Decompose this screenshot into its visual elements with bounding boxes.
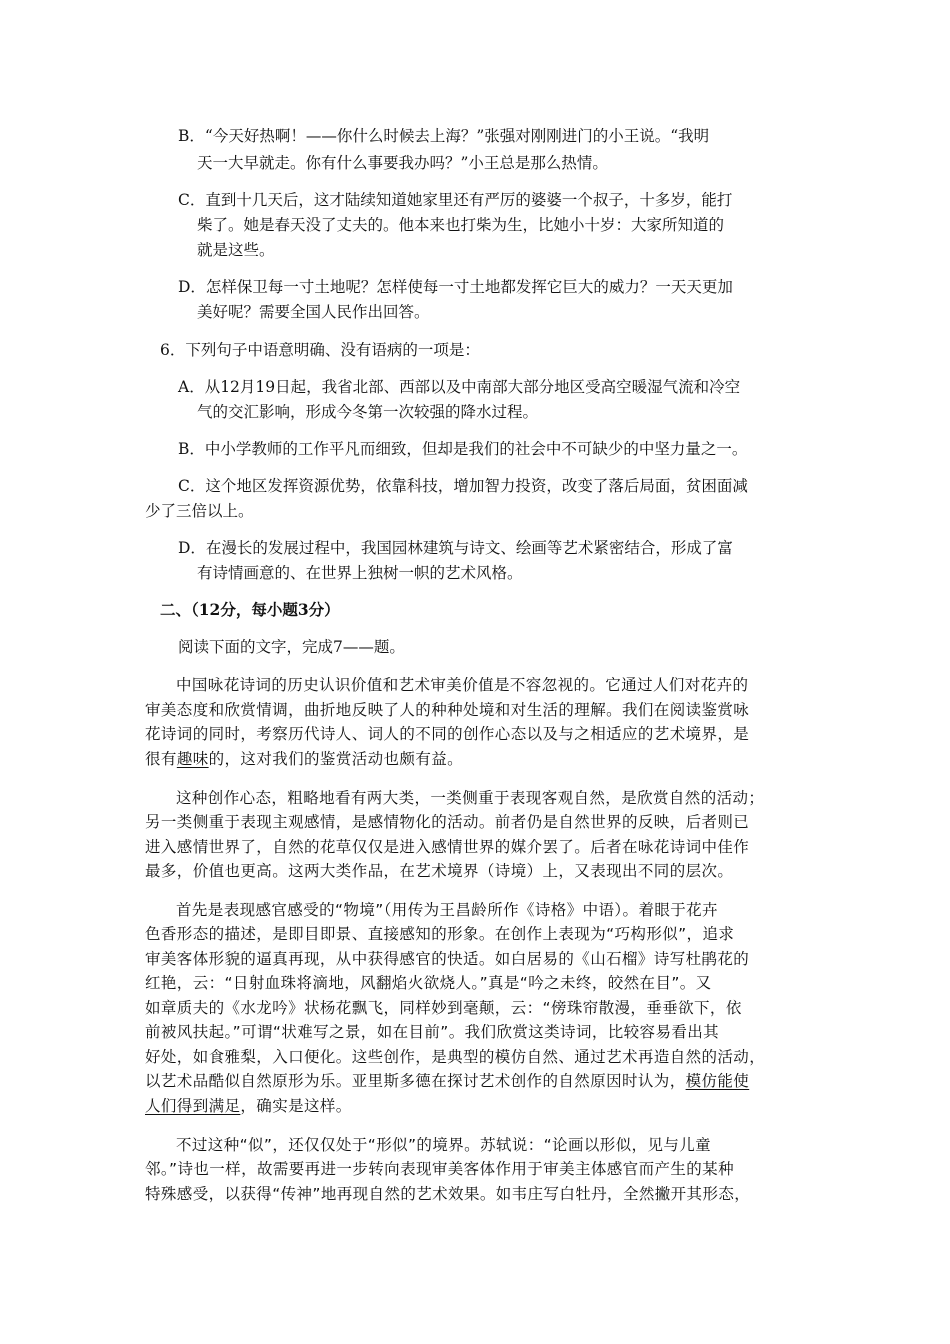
passage-p3-line-2: 色香形态的描述，是即目即景、直接感知的形象。在创作上表现为“巧构形似”，追求: [145, 925, 735, 943]
passage-p3-line-8-start: 以艺术品酷似自然原形为乐。亚里斯多德在探讨艺术创作的自然原因时认为，: [145, 1072, 686, 1090]
passage-p1-line-3: 花诗词的同时，考察历代诗人、词人的不同的创作心态以及与之相适应的艺术境界，是: [145, 725, 750, 743]
q5-option-c-line-1: C．直到十几天后，这才陆续知道她家里还有严厉的婆婆一个叔子，十多岁，能打: [178, 191, 733, 209]
passage-p2-line-2: 另一类侧重于表现主观感情，是感情物化的活动。前者仍是自然世界的反映，后者则已: [145, 813, 750, 831]
passage-p4-line-2: 邻。”诗也一样，故需要再进一步转向表现审美客体作用于审美主体感官而产生的某种: [145, 1160, 734, 1178]
q6-option-d-line-1: D．在漫长的发展过程中，我国园林建筑与诗文、绘画等艺术紧密结合，形成了富: [178, 539, 733, 557]
q6-option-a-line-2: 气的交汇影响，形成今冬第一次较强的降水过程。: [197, 403, 539, 421]
section-2-heading: 二、（12分，每小题3分）: [160, 600, 340, 619]
passage-p4-line-1: 不过这种“似”，还仅仅处于“形似”的境界。苏轼说：“论画以形似，见与儿童: [176, 1136, 712, 1154]
passage-p2-line-4: 最多，价值也更高。这两大类作品，在艺术境界（诗境）上，又表现出不同的层次。: [145, 862, 734, 880]
q6-option-d-line-2: 有诗情画意的、在世界上独树一帜的艺术风格。: [197, 564, 523, 582]
passage-p1-line-4-end: 的，这对我们的鉴赏活动也颇有益。: [208, 750, 464, 768]
passage-p1-line-2: 审美态度和欣赏情调，曲折地反映了人的种种处境和对生活的理解。我们在阅读鉴赏咏: [145, 701, 750, 719]
section-2-instruction: 阅读下面的文字，完成7——题。: [178, 638, 405, 656]
q5-option-b-line-1: B．“今天好热啊！——你什么时候去上海？”张强对刚刚进门的小王说。“我明: [178, 127, 710, 145]
passage-p3-line-1: 首先是表现感官感受的“物境”（用传为王昌龄所作《诗格》中语）。着眼于花卉: [176, 901, 718, 919]
q6-option-a-line-1: A．从12月19日起，我省北部、西部以及中南部大部分地区受高空暖湿气流和冷空: [178, 378, 741, 396]
underlined-term-quwei: 趣味: [176, 750, 209, 768]
passage-p1-line-4: [145, 747, 463, 771]
q6-option-c-line-1: C．这个地区发挥资源优势，依靠科技，增加智力投资，改变了落后局面，贫困面减: [178, 477, 748, 495]
passage-p3-line-3: 审美客体形貌的逼真再现，从中获得感官的快适。如白居易的《山石榴》诗写杜鹃花的: [145, 950, 750, 968]
q5-option-b-line-2: 天一大早就走。你有什么事要我办吗？”小王总是那么热情。: [197, 154, 608, 172]
passage-p3-line-6: 前被风扶起。”可谓“状难写之景，如在目前”。我们欣赏这类诗词，比较容易看出其: [145, 1023, 720, 1041]
underlined-phrase-line-8: 模仿能使: [685, 1072, 750, 1090]
underlined-phrase-line-9: 人们得到满足: [145, 1097, 241, 1115]
passage-p2-line-3: 进入感情世界了，自然的花草仅仅是进入感情世界的媒介罢了。后者在咏花诗词中佳作: [145, 838, 750, 856]
q5-option-d-line-1: D．怎样保卫每一寸土地呢？怎样使每一寸土地都发挥它巨大的威力？一天天更加: [178, 278, 733, 296]
q6-stem: 6．下列句子中语意明确、没有语病的一项是：: [160, 341, 480, 359]
passage-p3-line-4: 红艳，云：“日射血珠将滴地，风翻焰火欲烧人。”真是“吟之未终，皎然在目”。又: [145, 974, 712, 992]
passage-p3-line-7: 好处，如食雅梨，入口便化。这些创作，是典型的模仿自然、通过艺术再造自然的活动，: [145, 1048, 766, 1066]
q5-option-d-line-2: 美好呢？需要全国人民作出回答。: [197, 303, 430, 321]
passage-p1-line-4-start: 很有: [145, 750, 177, 768]
passage-p3-line-8: [145, 1069, 749, 1093]
q6-option-c-line-2: 少了三倍以上。: [145, 502, 254, 520]
passage-p3-line-9-end: ，确实是这样。: [240, 1097, 352, 1115]
passage-p2-line-1: 这种创作心态，粗略地看有两大类，一类侧重于表现客观自然，是欣赏自然的活动；: [176, 789, 765, 807]
passage-p4-line-3: 特殊感受，以获得“传神”地再现自然的艺术效果。如韦庄写白牡丹，全然撇开其形态，: [145, 1185, 751, 1203]
q5-option-c-line-2: 柴了。她是春天没了丈夫的。他本来也打柴为生，比她小十岁：大家所知道的: [197, 216, 725, 234]
passage-p3-line-5: 如章质夫的《水龙吟》状杨花飘飞，同样妙到毫颠，云：“傍珠帘散漫，垂垂欲下，依: [145, 999, 742, 1017]
q5-option-c-line-3: 就是这些。: [197, 241, 275, 259]
passage-p3-line-9: [145, 1094, 352, 1118]
passage-p1-line-1: 中国咏花诗词的历史认识价值和艺术审美价值是不容忽视的。它通过人们对花卉的: [176, 676, 749, 694]
q6-option-b-line-1: B．中小学教师的工作平凡而细致，但却是我们的社会中不可缺少的中坚力量之一。: [178, 440, 748, 458]
